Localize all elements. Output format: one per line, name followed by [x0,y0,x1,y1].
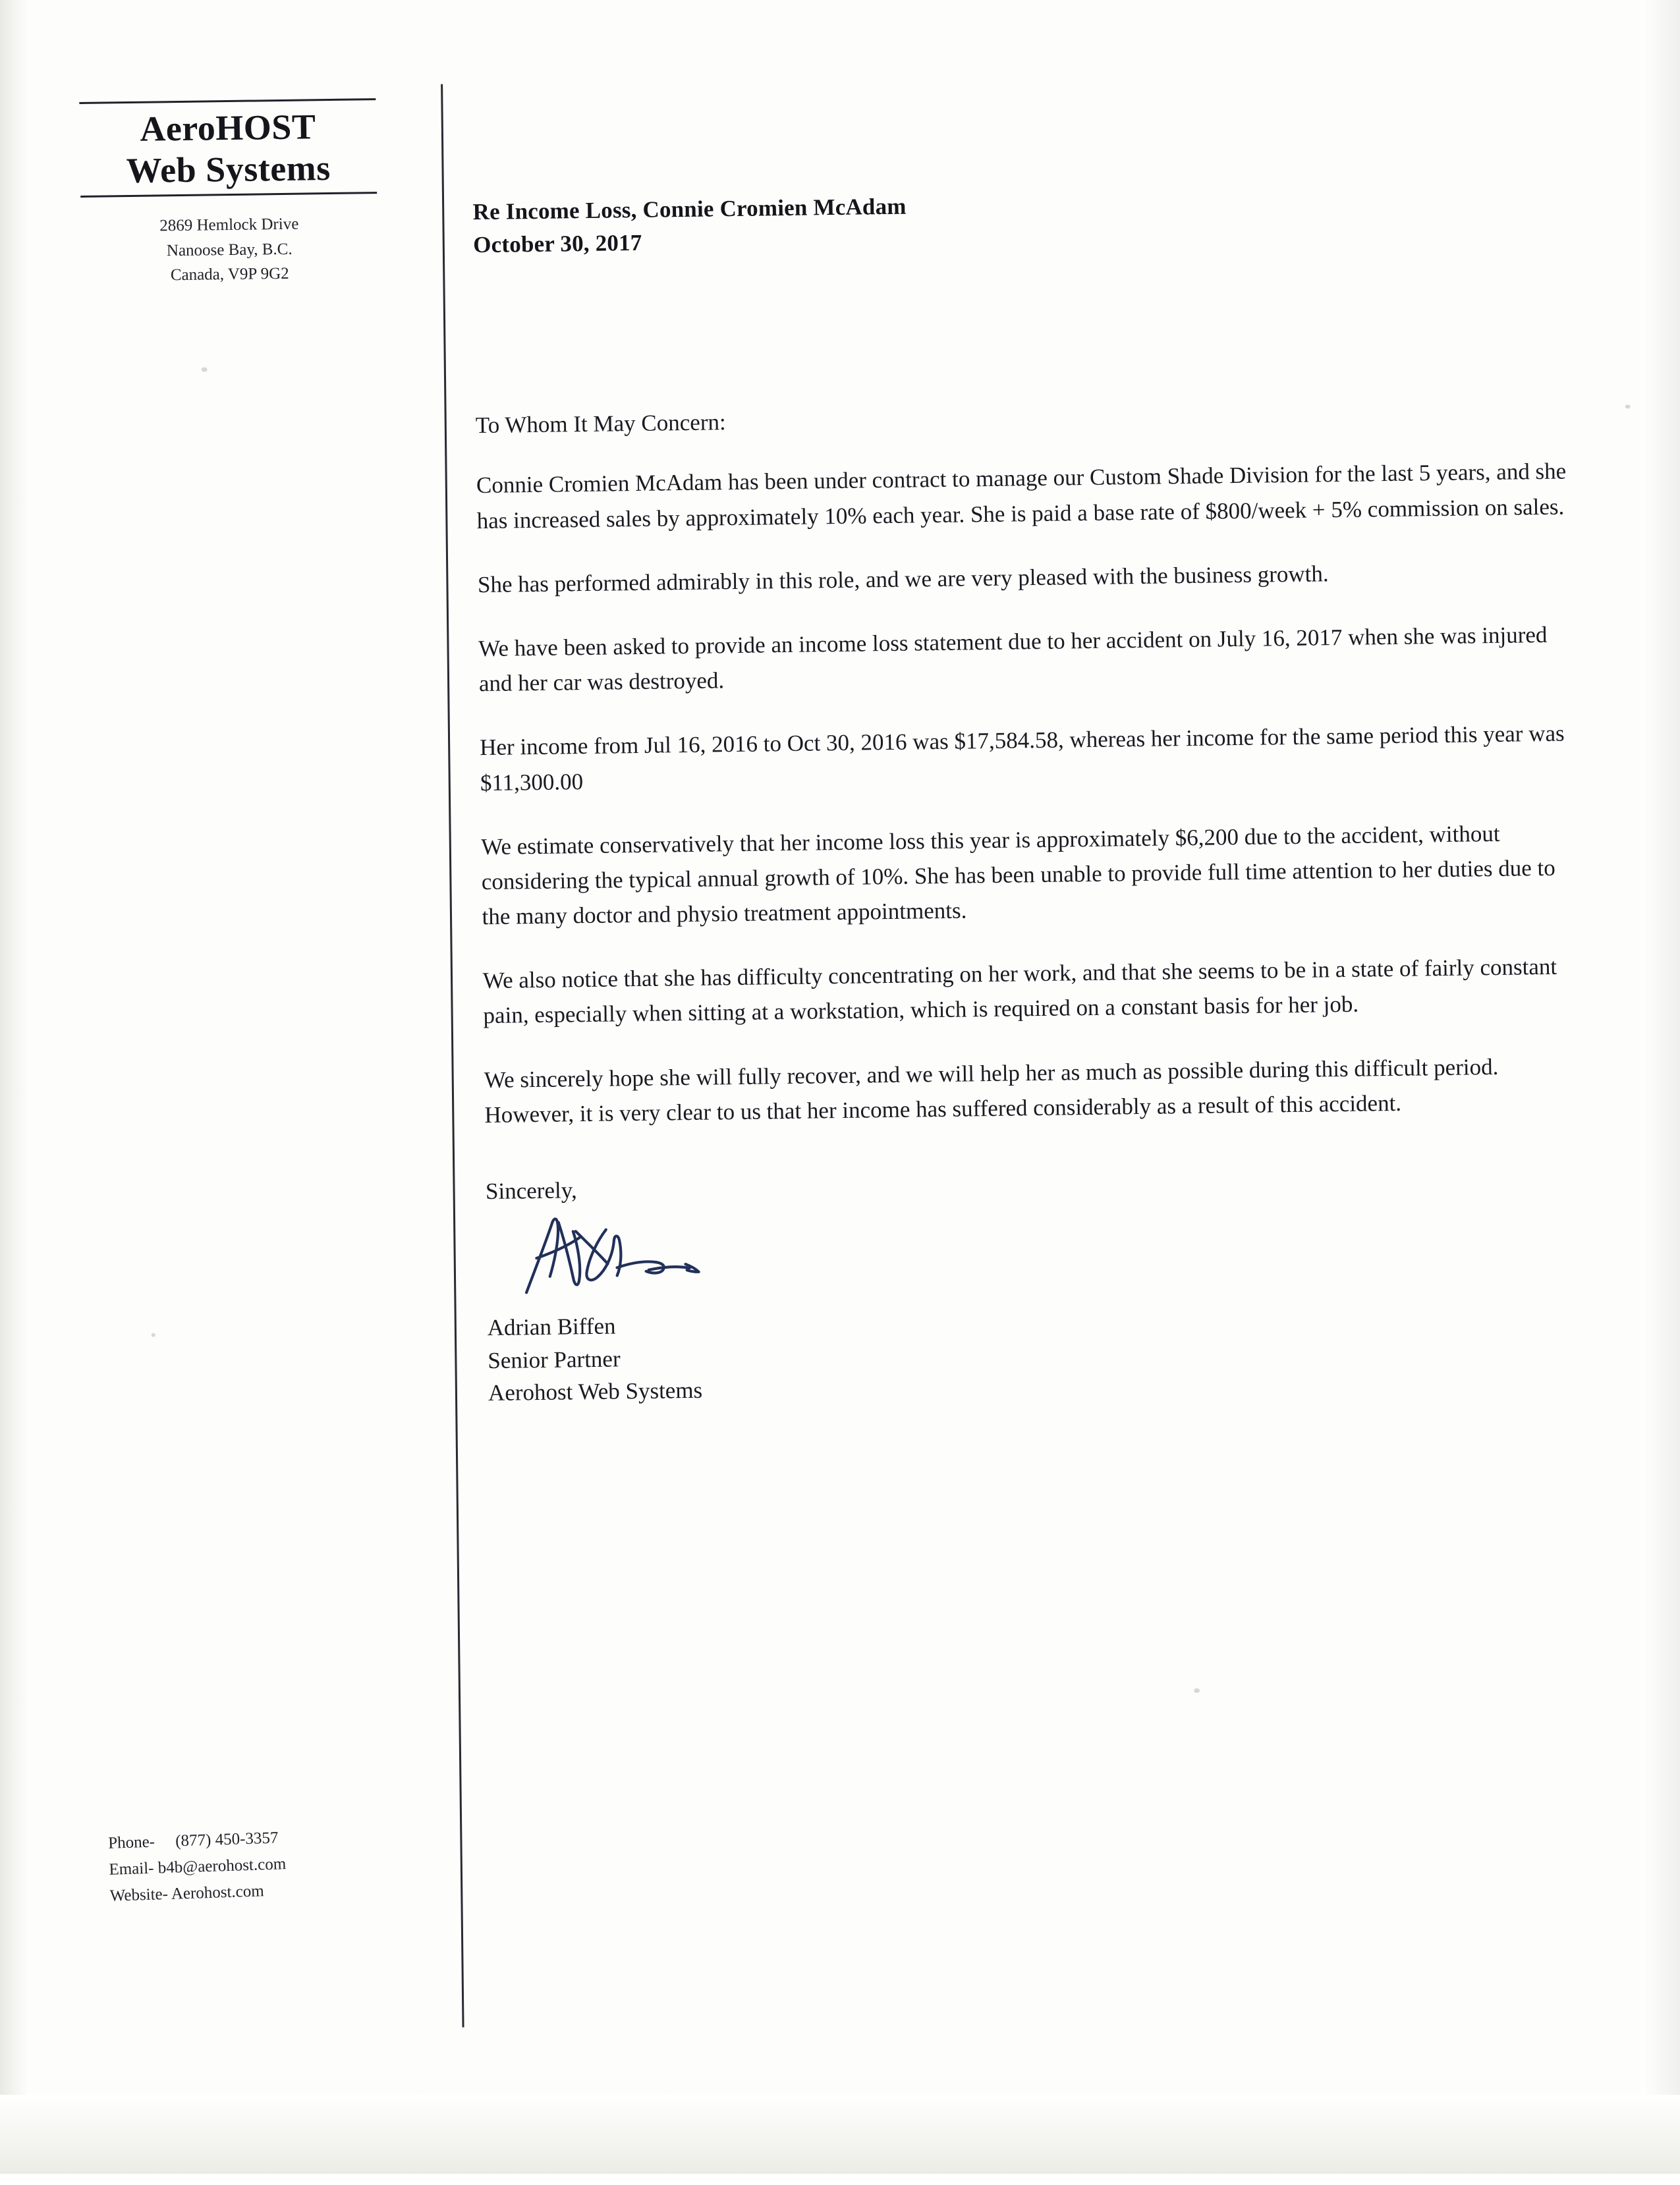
company-name [72,105,383,192]
subject-line: Re Income Loss, Connie Cromien McAdam [472,193,907,225]
address-line-3: Canada, V9P 9G2 [170,265,289,285]
company-name-line2: Web Systems [126,148,331,190]
scan-speck [202,367,208,372]
footer-phone: Phone- (877) 450-3357 [107,1829,279,1852]
paragraph-5: We estimate conservatively that her income loss this year is approximately $6,200 due to the accident, without considering the typical annual growth of 10%. She has been unable to provide full time attention to her duties due to the many doctor and physio treatment appointments. [480,820,1556,930]
signer-company: Aerohost Web Systems [488,1377,703,1406]
scan-speck [152,1333,155,1337]
scan-edge-shadow-left [0,0,30,2174]
signer-name: Adrian Biffen [487,1313,616,1341]
footer-contact-block [108,1821,401,1910]
paragraph-6: We also notice that she has difficulty concentrating on her work, and that she seems to be in a state of fairly constant pain, especially when sitting at a workstation, which is required on a constant basis for her job. [482,953,1557,1029]
salutation: To Whom It May Concern: [475,409,726,439]
signature-block [487,1297,1582,1410]
signature-image [512,1194,1581,1307]
letter-date: October 30, 2017 [472,229,642,258]
footer-email: Email- b4b@aerohost.com [109,1855,287,1879]
letterhead [72,98,385,289]
scan-speck [1625,404,1631,408]
scan-edge-shadow-bottom [0,2095,1680,2174]
letter-body [472,181,1582,1410]
letterhead-bottom-rule [80,192,377,198]
paragraph-1: Connie Cromien McAdam has been under contract to manage our Custom Shade Division for the last 5 years, and she has increased sales by approximately 10% each year. She is paid a base rate of $800/week + 5% commission on sales. [476,458,1567,534]
company-name-line1: AeroHOST [139,107,316,149]
scan-speck [1194,1688,1200,1693]
closing: Sincerely, [485,1177,577,1205]
paragraph-7: We sincerely hope she will fully recover, and we will help her as much as possible during this difficult period. However, it is very clear to us that her income has suffered considerably as a result of this accident. [484,1053,1499,1128]
subject-block [472,181,1567,261]
paragraph-4: Her income from Jul 16, 2016 to Oct 30, 2016 was $17,584.58, whereas her income for the same period this year was $11,300.00 [479,720,1565,796]
paragraph-3: We have been asked to provide an income loss statement due to her accident on July 16, 2017 when she was injured and her car was destroyed. [478,621,1548,697]
scan-edge-shadow-right [1640,0,1680,2174]
footer-website: Website- Aerohost.com [109,1882,265,1905]
vertical-divider-rule [441,84,464,2028]
paragraph-2: She has performed admirably in this role, and we are very pleased with the business growth. [477,560,1329,597]
address-line-2: Nanoose Bay, B.C. [166,240,293,260]
address-line-1: 2869 Hemlock Drive [159,215,299,235]
letterhead-address [74,211,385,289]
letterhead-top-rule [79,98,376,104]
signer-title: Senior Partner [488,1346,621,1373]
